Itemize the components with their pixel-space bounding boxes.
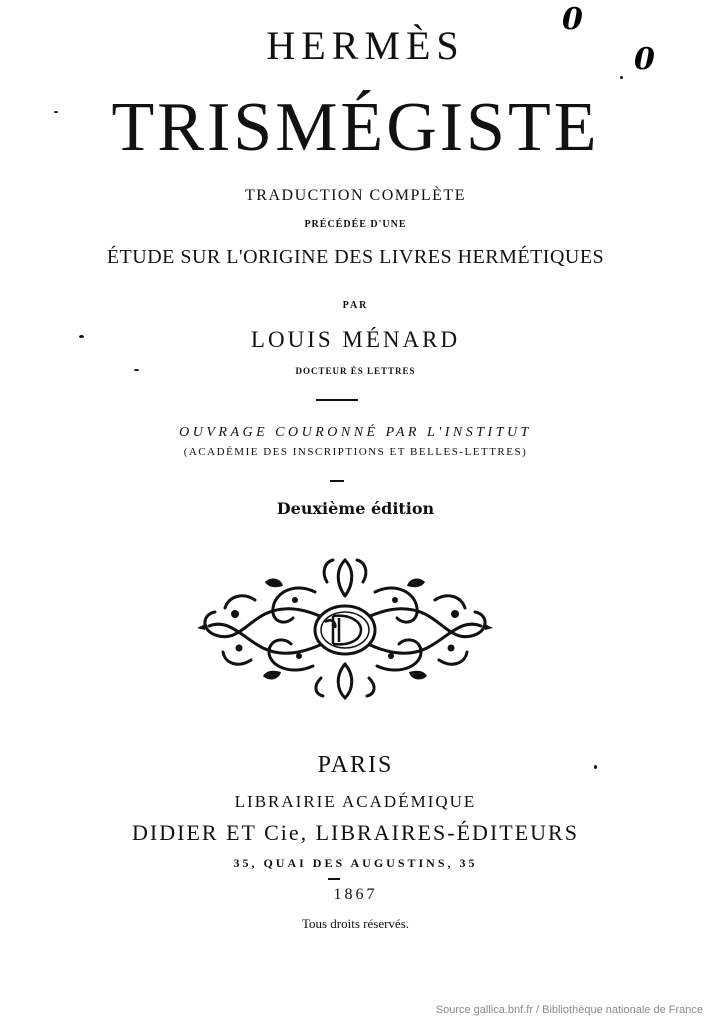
title-line-1: HERMÈS	[266, 23, 465, 68]
publisher-address: 35, QUAI DES AUGUSTINS, 35	[233, 856, 478, 870]
printer-ornament	[195, 552, 495, 704]
handwritten-mark-top: 0	[562, 2, 583, 37]
publisher-line-1: LIBRAIRIE ACADÉMIQUE	[234, 792, 477, 811]
title-line-2: TRISMÉGISTE	[111, 89, 600, 166]
author-title: DOCTEUR ÈS LETTRES	[295, 366, 416, 376]
divider-rule-year	[328, 878, 340, 880]
subtitle-line-3: ÉTUDE SUR L'ORIGINE DES LIVRES HERMÉTIQUES	[106, 246, 605, 268]
subtitle-line-2: PRÉCÉDÉE D'UNE	[304, 219, 407, 230]
source-credit: Source gallica.bnf.fr / Bibliothèque nationale de France	[435, 1004, 703, 1016]
author-name: LOUIS MÉNARD	[250, 327, 461, 352]
divider-rule-small	[330, 480, 344, 482]
award-line-2: (ACADÉMIE DES INSCRIPTIONS ET BELLES-LETTRES)	[183, 446, 528, 458]
subtitle-line-1: TRADUCTION COMPLÈTE	[245, 187, 466, 204]
edition: Deuxième édition	[276, 499, 435, 518]
rights-notice: Tous droits réservés.	[301, 916, 410, 931]
publisher-line-2: DIDIER ET Cie, LIBRAIRES-ÉDITEURS	[132, 820, 579, 845]
speck	[620, 76, 623, 79]
author-by: PAR	[342, 300, 369, 311]
publication-place: PARIS	[317, 752, 394, 778]
award-line-1: OUVRAGE COURONNÉ PAR L'INSTITUT	[179, 425, 532, 440]
handwritten-mark-right: 0	[634, 42, 655, 77]
divider-rule	[316, 399, 358, 401]
publication-year: 1867	[333, 886, 378, 903]
